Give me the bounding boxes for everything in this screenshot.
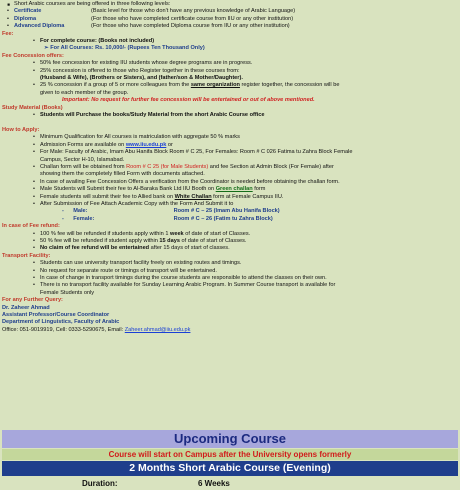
concession-continued [2, 75, 458, 82]
concession-item [2, 82, 458, 89]
bullet-icon: • [33, 112, 35, 119]
concession-text: given to each member of the group. [40, 89, 129, 96]
upcoming-course-banner: Upcoming Course [2, 430, 458, 448]
bullet-icon: • [33, 200, 35, 207]
refund-item [2, 245, 458, 252]
transport-item [2, 268, 458, 275]
refund-text: 50 % fee will be refunded if student apply within 15 days of date of start of Classes. [40, 237, 247, 244]
apply-text: Campus, Sector H-10, Islamabad. [40, 156, 125, 163]
bullet-icon: • [33, 134, 35, 141]
concession-text: 25% concession is offered to those who Register together in these courses from: [40, 67, 240, 74]
transport-text: Female Students only [40, 289, 95, 296]
course-start-note: Course will start on Campus after the University opens formerly [2, 449, 458, 460]
submit-room: Room # C – 25 (Imam Abu Hanifa Block) [173, 208, 280, 215]
bullet-icon: • [33, 282, 35, 289]
apply-item [2, 194, 458, 201]
levels-intro: Short Arabic courses are being offered in three following levels: [14, 1, 171, 7]
bullet-icon: • [33, 275, 35, 282]
bullet-icon: • [33, 60, 35, 67]
apply-text: Challan form will be obtained from Room # C 25 (for Male Students) and fee Section at Admin Block (For Female) after [40, 163, 334, 170]
transport-continued [2, 290, 458, 297]
concession-important [2, 97, 458, 104]
transport-text: No request for separate route or timings of transport will be entertained. [40, 267, 217, 274]
bullet-icon: • [33, 186, 35, 193]
level-desc: (Basic level for those who don't have any previous knowledge of Arabic Language) [91, 8, 296, 15]
material-heading: Study Material (Books) [2, 104, 63, 111]
apply-heading: How to Apply: [2, 126, 40, 133]
level-desc: (For those who have completed Diploma course from IIU or any other institution) [91, 23, 290, 30]
refund-heading: In case of Fee refund: [2, 223, 60, 230]
bullet-icon: • [33, 141, 35, 148]
bullet-icon: • [33, 237, 35, 244]
refund-text: 100 % fee will be refunded if students apply within 1 week of date of start of Classes. [40, 230, 251, 237]
contact-name: Dr. Zaheer Ahmad [2, 304, 50, 311]
important-note: Important: No request for further fee concession will be entertained or out of above mentioned. [62, 97, 315, 104]
fee-complete-course: For complete course: (Books not included) [40, 38, 155, 45]
apply-continued [2, 157, 458, 164]
bullet-icon: • [33, 245, 35, 252]
submit-to-row [2, 216, 458, 223]
bullet-icon: • [7, 15, 9, 22]
apply-text: In case of availing Fee Concession Offers a verification from the Coordinator is needed before obtaining the challan form. [40, 178, 340, 185]
apply-text: After Submission of Fee Attach Academic Copy with the Form And Submit it to [40, 200, 234, 207]
apply-item [2, 164, 458, 171]
transport-text: In case of change in transport timings during the course students are responsible to attend the classes on their own. [40, 275, 327, 282]
concession-text: 50% fee concession for existing IIU students whose degree programs are in progress. [40, 60, 253, 67]
bullet-icon: • [33, 178, 35, 185]
email-link[interactable]: Zaheer.ahmad@iiu.edu.pk [124, 326, 191, 333]
submit-to-row [2, 208, 458, 215]
submit-room: Room # C – 26 (Fatim tu Zahra Block) [173, 215, 273, 222]
bullet-icon: • [33, 149, 35, 156]
apply-item [2, 179, 458, 186]
transport-heading: Transport Facility: [2, 252, 51, 259]
fee-all-courses-label: ➢ For All Courses: [44, 45, 94, 52]
material-item [2, 112, 458, 119]
bullet-icon: • [33, 193, 35, 200]
duration-row [2, 477, 458, 490]
website-link[interactable]: www.iiu.edu.pk [125, 141, 167, 148]
fee-heading: Fee: [2, 30, 14, 37]
submit-label: - Female: [62, 215, 95, 222]
bullet-icon: • [33, 38, 35, 45]
transport-item [2, 275, 458, 282]
refund-item [2, 238, 458, 245]
concession-relations: (Husband & Wife), (Brothers or Sisters), and (father/son & Mother/Daughter). [40, 75, 243, 82]
apply-continued [2, 171, 458, 178]
apply-item [2, 134, 458, 141]
apply-text: showing them the completely filled Form with documents attached. [40, 171, 205, 178]
bullet-icon: • [33, 267, 35, 274]
concession-continued [2, 90, 458, 97]
duration-value: 6 Weeks [198, 479, 230, 488]
levels-intro-row [2, 1, 458, 8]
concession-item [2, 68, 458, 75]
level-row [2, 23, 458, 30]
transport-item [2, 260, 458, 267]
bullet-icon: • [33, 82, 35, 89]
contact-phones-row [2, 327, 458, 334]
bullet-icon: • [33, 67, 35, 74]
level-name: Diploma [14, 15, 37, 22]
bullet-icon: • [33, 260, 35, 267]
course-name-banner: 2 Months Short Arabic Course (Evening) [2, 461, 458, 476]
apply-item [2, 149, 458, 156]
bullet-icon: • [33, 163, 35, 170]
bullet-icon: • [7, 8, 9, 15]
apply-text: Admission Forms are available on www.iiu.edu.pk or [40, 141, 173, 148]
bullet-icon: • [33, 230, 35, 237]
transport-item [2, 282, 458, 289]
apply-item [2, 201, 458, 208]
refund-text: No claim of fee refund will be entertained after 15 days of start of classes. [40, 245, 230, 252]
concession-item [2, 60, 458, 67]
level-desc: (For those who have completed certificate course from IIU or any other institution) [91, 15, 294, 22]
contact-phones: Office: 051-9019919, Cell: 0333-5290675, Email: [2, 326, 125, 333]
refund-item [2, 231, 458, 238]
level-name: Certificate [14, 8, 42, 15]
fee-all-courses-row [2, 45, 458, 52]
contact-heading: For any Further Query: [2, 297, 63, 304]
level-row [2, 8, 458, 15]
fee-complete-row [2, 38, 458, 45]
bullet-icon: ■ [7, 2, 10, 7]
duration-label: Duration: [82, 479, 118, 488]
apply-text: Male Students will Submit their fee to Al-Baraka Bank Ltd IIU Booth on Green challan form [40, 186, 266, 193]
apply-item [2, 142, 458, 149]
contact-title: Assistant Professor/Course Coordinator [2, 312, 110, 319]
level-row [2, 16, 458, 23]
apply-text: Female students will submit their fee to Allied bank on White Challan form at Female Campus IIU. [40, 193, 284, 200]
apply-text: Minimum Qualification for All courses is matriculation with aggregate 50 % marks [40, 134, 240, 141]
level-name: Advanced Diploma [14, 23, 65, 30]
submit-label: - Male: [62, 208, 88, 215]
bullet-icon: • [7, 23, 9, 30]
concession-heading: Fee Concession offers: [2, 52, 64, 59]
contact-department: Department of Linguistics, Faculty of Arabic [2, 319, 120, 326]
apply-item [2, 186, 458, 193]
transport-text: Students can use university transport facility freely on existing routes and timings. [40, 260, 242, 267]
fee-all-courses-value: Rs. 10,000/- (Rupees Ten Thousand Only) [95, 45, 205, 52]
transport-text: There is no transport facility available for Sunday Learning Arabic Program. In Summer Course transport is available for [40, 282, 336, 289]
material-text: Students will Purchase the books/Study Material from the short Arabic Course office [40, 112, 265, 119]
concession-text: 25 % concession if a group of 5 or more colleagues from the same organization register together, the concession will be [40, 82, 340, 89]
apply-text: For Male: Faculty of Arabic, Imam Abu Hanifa Block Room # C 25, For Females: Room # C 026 Fatima tu Zahra Block Female [40, 149, 353, 156]
